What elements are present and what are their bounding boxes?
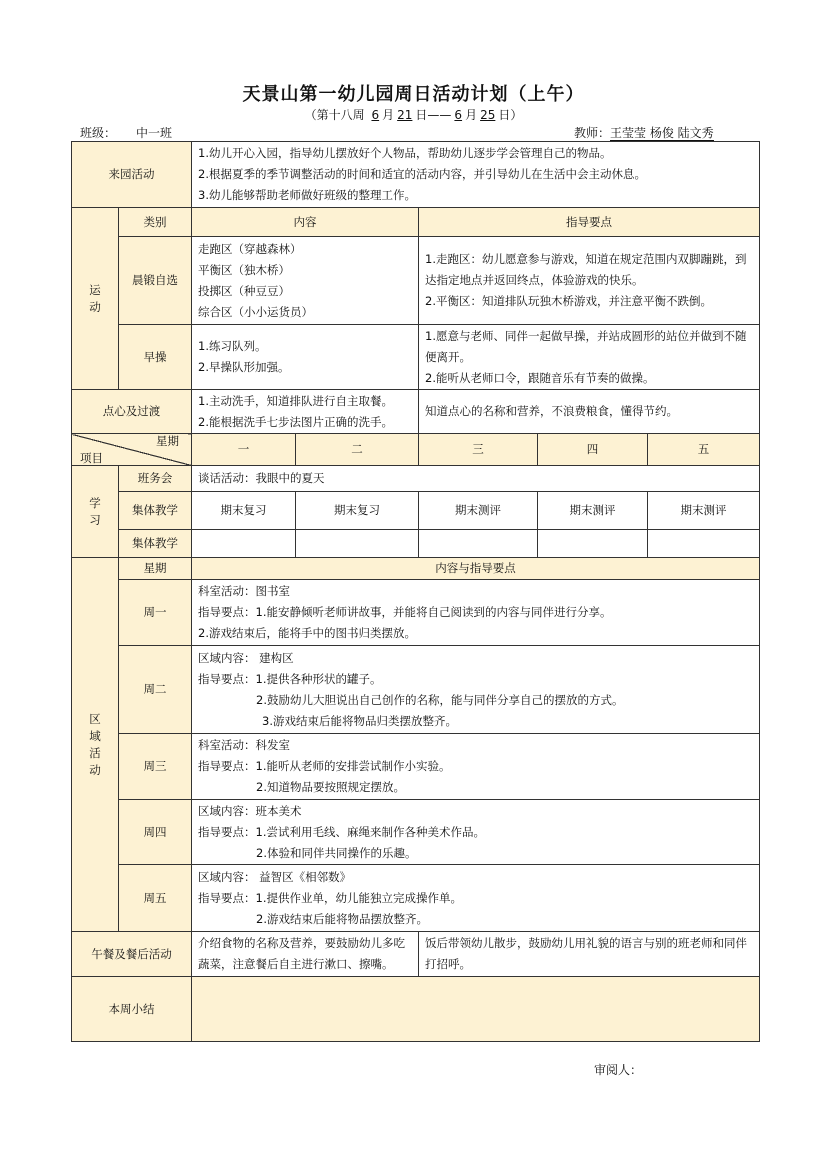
area-day-label: 周五 xyxy=(119,865,192,932)
content-line: 综合区（小小运货员） xyxy=(198,304,313,319)
empty-cell xyxy=(192,530,296,558)
summary-label: 本周小结 xyxy=(72,977,192,1042)
area-day-content: 区域内容： 建构区 指导要点：1.提供各种形状的罐子。 2.鼓励幼儿大胆说出自己创作的名称，能与同伴分享自己的摆放的方式。 3.游戏结束后能将物品归类摆放整齐。 xyxy=(192,646,760,734)
guidance-line: 1.走跑区：幼儿愿意参与游戏，知道在规定范围内双脚蹦跳，到达指定地点并返回终点，体验游戏的快乐。 xyxy=(425,252,747,287)
arrival-line: 2.根据夏季的季节调整活动的时间和适宜的活动内容，并引导幼儿在生活中会主动休息。 xyxy=(198,167,646,181)
plan-table xyxy=(71,141,760,1042)
area-day-row xyxy=(72,734,760,800)
group-teaching-label-2: 集体教学 xyxy=(119,530,192,558)
area-day-label: 周二 xyxy=(119,646,192,734)
area-day-label: 周三 xyxy=(119,734,192,800)
start-month: 6 xyxy=(371,108,380,122)
content-line: 1.练习队列。 xyxy=(198,339,267,353)
snack-guidance: 知道点心的名称和营养，不浪费粮食，懂得节约。 xyxy=(419,390,760,434)
morning-drill-content xyxy=(192,325,419,390)
day-tue: 二 xyxy=(296,434,419,466)
teacher-value: 王莹莹 杨俊 陆文秀 xyxy=(610,126,714,140)
content-line: 走跑区（穿越森林） xyxy=(198,241,302,256)
lunch-row xyxy=(72,932,760,977)
area-day-content: 区域内容： 益智区《相邻数》 指导要点：1.提供作业单，幼儿能独立完成操作单。 2.游戏结束后能将物品摆放整齐。 xyxy=(192,865,760,932)
day-fri: 五 xyxy=(648,434,760,466)
empty-cell xyxy=(296,530,419,558)
area-header-row xyxy=(72,558,760,580)
content-line: 投掷区（种豆豆） xyxy=(198,283,290,298)
arrival-line: 1.幼儿开心入园，指导幼儿摆放好个人物品，帮助幼儿逐步学会管理自己的物品。 xyxy=(198,146,612,160)
area-day-label: 周四 xyxy=(119,800,192,865)
day-wed: 三 xyxy=(419,434,538,466)
week-header-row xyxy=(72,434,760,466)
area-day-label: 周一 xyxy=(119,580,192,646)
lunch-label: 午餐及餐后活动 xyxy=(72,932,192,977)
morning-exercise-row xyxy=(72,237,760,325)
week-prefix: （第十八周 xyxy=(304,108,365,122)
morning-drill-guidance xyxy=(419,325,760,390)
morning-exercise-content xyxy=(192,237,419,325)
day-mon: 一 xyxy=(192,434,296,466)
content-line: 2.能根据洗手七步法图片正确的洗手。 xyxy=(198,414,393,429)
area-day-content: 区域内容：班本美术 指导要点：1.尝试利用毛线、麻绳来制作各种美术作品。 2.体验和同伴共同操作的乐趣。 xyxy=(192,800,760,865)
area-day-content: 科室活动：图书室 指导要点：1.能安静倾听老师讲故事，并能将自己阅读到的内容与同伴进行分享。 2.游戏结束后，能将手中的图书归类摆放。 xyxy=(192,580,760,646)
summary-row xyxy=(72,977,760,1042)
empty-cell xyxy=(538,530,648,558)
area-weekday-header: 星期 xyxy=(119,558,192,580)
snack-label: 点心及过渡 xyxy=(72,390,192,434)
arrival-label: 来园活动 xyxy=(72,142,192,208)
area-day-row xyxy=(72,800,760,865)
month-char-2: 月 xyxy=(465,108,478,122)
category-header: 类别 xyxy=(119,208,192,237)
content-line: 1.主动洗手，知道排队进行自主取餐。 xyxy=(198,393,393,408)
guidance-header: 指导要点 xyxy=(419,208,760,237)
group-teaching-label: 集体教学 xyxy=(119,492,192,530)
group-teaching-thu: 期末测评 xyxy=(538,492,648,530)
end-month: 6 xyxy=(454,108,463,122)
exercise-label: 运 动 xyxy=(72,208,119,390)
arrival-row xyxy=(72,142,760,208)
snack-row xyxy=(72,390,760,434)
month-char-1: 月 xyxy=(382,108,395,122)
snack-content xyxy=(192,390,419,434)
exercise-header-row xyxy=(72,208,760,237)
guidance-line: 1.愿意与老师、同伴一起做早操，并站成圆形的站位并做到不随便离开。 xyxy=(425,328,747,364)
area-content-header: 内容与指导要点 xyxy=(192,558,760,580)
arrival-line: 3.幼儿能够帮助老师做好班级的整理工作。 xyxy=(198,188,416,202)
start-day: 21 xyxy=(397,108,413,122)
group-teaching-wed: 期末测评 xyxy=(419,492,538,530)
arrival-content xyxy=(192,142,760,208)
area-activity-label: 区 域 活 动 xyxy=(72,558,119,932)
area-day-content: 科室活动：科发室 指导要点：1.能听从老师的安排尝试制作小实验。 2.知道物品要按照规定摆放。 xyxy=(192,734,760,800)
class-meeting-value: 谈话活动：我眼中的夏天 xyxy=(192,466,760,492)
morning-drill-label: 早操 xyxy=(119,325,192,390)
group-teaching-mon: 期末复习 xyxy=(192,492,296,530)
summary-content xyxy=(192,977,760,1042)
guidance-line: 2.能听从老师口令，跟随音乐有节奏的做操。 xyxy=(425,370,655,385)
guidance-line: 2.平衡区：知道排队玩独木桥游戏，并注意平衡不跌倒。 xyxy=(425,294,712,308)
area-day-row xyxy=(72,865,760,932)
item-header: 项目 xyxy=(80,451,103,465)
week-range xyxy=(0,106,827,123)
group-teaching-tue: 期末复习 xyxy=(296,492,419,530)
lunch-content-right: 饭后带领幼儿散步，鼓励幼儿用礼貌的语言与别的班老师和同伴打招呼。 xyxy=(419,932,760,977)
area-day-row xyxy=(72,580,760,646)
group-teaching-fri: 期末测评 xyxy=(648,492,760,530)
empty-cell xyxy=(419,530,538,558)
week-header-diagonal xyxy=(72,434,192,466)
content-header: 内容 xyxy=(192,208,419,237)
date-separator: 日—— xyxy=(415,108,452,122)
page-title: 天景山第一幼儿园周日活动计划（上午） xyxy=(242,84,585,105)
class-info xyxy=(80,124,206,142)
lunch-content-left: 介绍食物的名称及营养，要鼓励幼儿多吃蔬菜，注意餐后自主进行漱口、擦嘴。 xyxy=(192,932,419,977)
weekday-header: 星期 xyxy=(156,434,179,448)
area-day-row xyxy=(72,646,760,734)
content-line: 2.早操队形加强。 xyxy=(198,360,290,374)
week-suffix: 日） xyxy=(498,108,523,122)
end-day: 25 xyxy=(480,108,496,122)
content-line: 平衡区（独木桥） xyxy=(198,262,290,277)
class-value: 中一班 xyxy=(116,124,206,142)
morning-exercise-label: 晨锻自选 xyxy=(119,237,192,325)
morning-drill-row xyxy=(72,325,760,390)
teacher-label: 教师： xyxy=(574,126,611,140)
morning-exercise-guidance xyxy=(419,237,760,325)
reviewer-label: 审阅人： xyxy=(594,1063,643,1077)
day-thu: 四 xyxy=(538,434,648,466)
learning-label: 学 习 xyxy=(72,466,119,558)
group-teaching-row-2 xyxy=(72,530,760,558)
teacher-info xyxy=(574,124,714,141)
class-meeting-row xyxy=(72,466,760,492)
group-teaching-row xyxy=(72,492,760,530)
empty-cell xyxy=(648,530,760,558)
class-meeting-label: 班务会 xyxy=(119,466,192,492)
class-label: 班级： xyxy=(80,126,117,140)
